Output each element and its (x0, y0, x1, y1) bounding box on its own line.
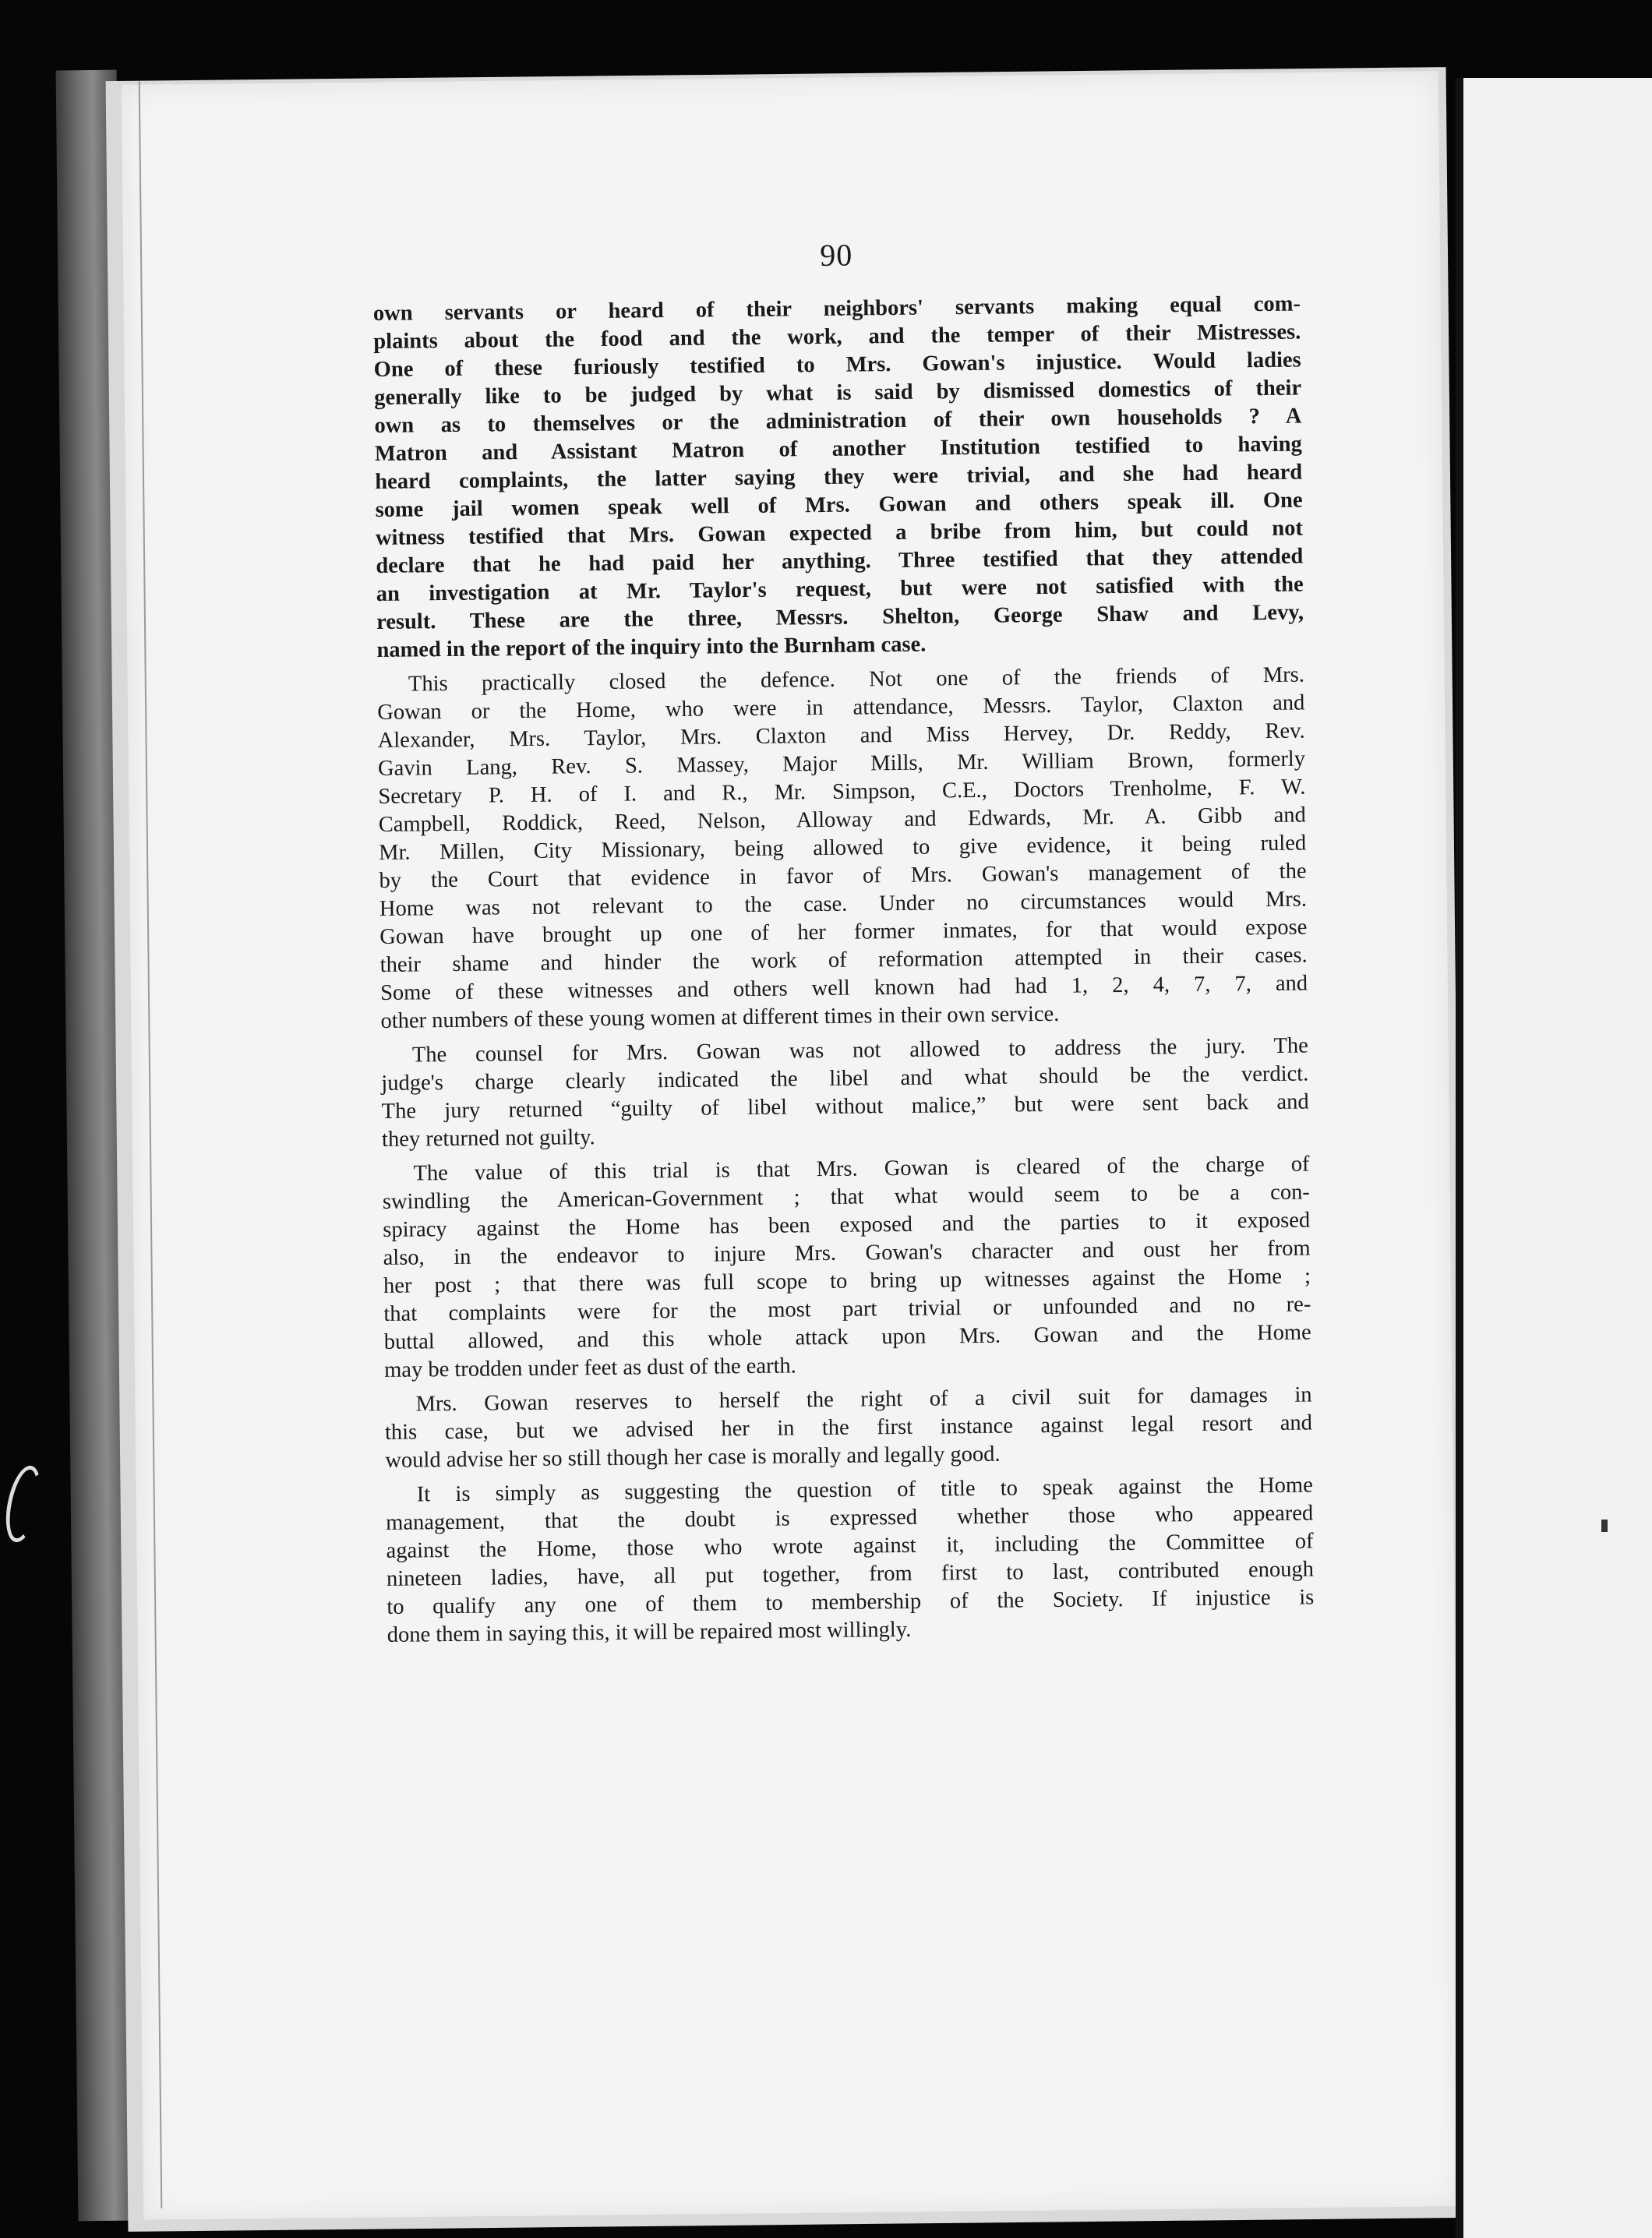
paragraph (386, 1471, 1315, 1649)
text-line: named in the report of the inquiry into the Burnham case. (376, 632, 927, 662)
text-line: nineteen ladies, have, all put together, from first to last, contributed enough (386, 1557, 1315, 1591)
text-line: also, in the endeavor to injure Mrs. Gowan's character and oust her from (383, 1236, 1311, 1270)
scan-artifact-right (1601, 1520, 1608, 1532)
text-line: It is simply as suggesting the question of title to speak against the Home (416, 1473, 1313, 1507)
paragraph (384, 1381, 1312, 1474)
paragraph (381, 1032, 1309, 1153)
paragraph (377, 662, 1308, 1036)
text-line: done them in saying this, it will be repaired most willingly. (387, 1617, 912, 1647)
page-text (372, 232, 1315, 1656)
page-number: 90 (819, 237, 853, 273)
text-line: Gowan have brought up one of her former inmates, for that would expose (379, 915, 1308, 949)
text-line: Some of these witnesses and others well known had had 1, 2, 4, 7, 7, and (379, 971, 1308, 1005)
text-line: The value of this trial is that Mrs. Gowan is cleared of the charge of (413, 1152, 1310, 1186)
paragraph (382, 1150, 1311, 1384)
text-line: that complaints were for the most part trivial or unfounded and no re- (383, 1292, 1311, 1326)
text-line: judge's charge clearly indicated the libel and what should be the verdict. (381, 1061, 1309, 1096)
text-line: Mrs. Gowan reserves to herself the right of a civil suit for damages in (415, 1382, 1312, 1417)
text-line: Gowan or the Home, who were in attendance, Messrs. Taylor, Claxton and (377, 690, 1305, 725)
text-line: may be trodden under feet as dust of the earth. (384, 1354, 796, 1382)
text-line: management, that the doubt is expressed whether those who appeared (386, 1501, 1314, 1535)
text-line: One of these furiously testified to Mrs. Gowan's injustice. Would ladies (373, 348, 1301, 382)
scan-artifact-left (0, 1463, 47, 1545)
text-line: own servants or heard of their neighbors' servants making equal com- (372, 291, 1301, 326)
text-line: their shame and hinder the work of reformation attempted in their cases. (379, 943, 1308, 977)
text-line: plaints about the food and the work, and the temper of their Mistresses. (373, 319, 1301, 354)
text-line: by the Court that evidence in favor of Mrs. Gowan's management of the (379, 859, 1307, 893)
text-line: own as to themselves or the administration of their own households ? A (374, 404, 1302, 438)
text-line: would advise her so still though her case is morally and legally good. (385, 1442, 1001, 1473)
text-line: Campbell, Roddick, Reed, Nelson, Alloway and Edwards, Mr. A. Gibb and (378, 803, 1306, 837)
text-line: they returned not guilty. (381, 1125, 595, 1152)
text-line: an investigation at Mr. Taylor's request, but were not satisfied with the (376, 572, 1304, 606)
text-line: swindling the American-Government ; that what would seem to be a con- (382, 1180, 1311, 1214)
text-line: The counsel for Mrs. Gowan was not allowed to address the jury. The (411, 1033, 1309, 1068)
facing-page-edge (1456, 78, 1652, 2238)
text-line: heard complaints, the latter saying they were trivial, and she had heard (375, 460, 1303, 494)
text-line: witness testified that Mrs. Gowan expected a bribe from him, but could not (375, 516, 1304, 550)
text-line: some jail women speak well of Mrs. Gowan and others speak ill. One (375, 488, 1303, 522)
text-line: other numbers of these young women at different times in their own service. (380, 1001, 1060, 1033)
text-line: Alexander, Mrs. Taylor, Mrs. Claxton and Miss Hervey, Dr. Reddy, Rev. (377, 718, 1305, 753)
text-line: generally like to be judged by what is said by dismissed domestics of their (373, 376, 1302, 410)
text-line: declare that he had paid her anything. Three testified that they attended (376, 544, 1304, 578)
text-line: to qualify any one of them to membership of the Society. If injustice is (387, 1585, 1315, 1619)
text-line: This practically closed the defence. Not one of the friends of Mrs. (408, 662, 1305, 697)
text-line: her post ; that there was full scope to bring up witnesses against the Home ; (383, 1264, 1311, 1298)
paragraphs (373, 291, 1315, 1650)
text-line: Matron and Assistant Matron of another Institution testified to having (374, 432, 1302, 466)
text-line: this case, but we advised her in the first instance against legal resort and (384, 1410, 1313, 1445)
text-line: buttal allowed, and this whole attack upon Mrs. Gowan and the Home (383, 1320, 1311, 1354)
text-line: spiracy against the Home has been exposed and the parties to it exposed (383, 1208, 1311, 1242)
text-line: result. These are the three, Messrs. Shelton, George Shaw and Levy, (376, 600, 1304, 634)
text-line: Gavin Lang, Rev. S. Massey, Major Mills, Mr. William Brown, formerly (377, 747, 1306, 781)
paragraph (373, 291, 1304, 665)
text-line: Mr. Millen, City Missionary, being allowed to give evidence, it being ruled (379, 831, 1307, 865)
text-line: against the Home, those who wrote against it, including the Committee of (386, 1529, 1314, 1563)
text-line: Secretary P. H. of I. and R., Mr. Simpson, C.E., Doctors Trenholme, F. W. (378, 775, 1306, 809)
text-line: Home was not relevant to the case. Under no circumstances would Mrs. (379, 887, 1308, 921)
text-line: The jury returned “guilty of libel without malice,” but were sent back and (381, 1089, 1309, 1124)
